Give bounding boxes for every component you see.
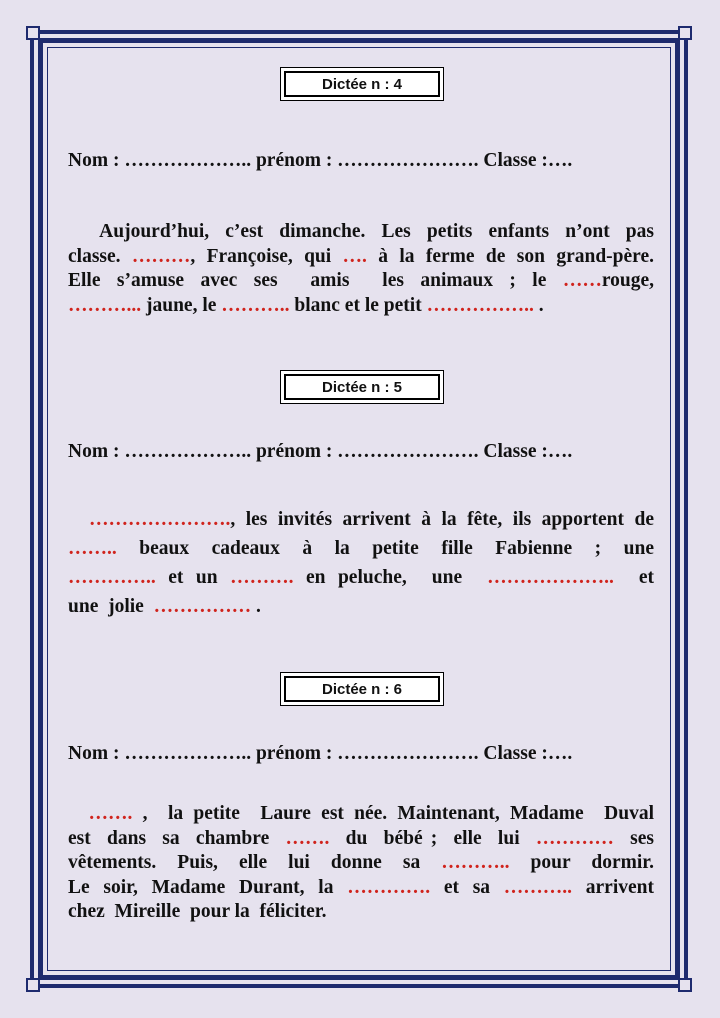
dictation-title-box (280, 67, 444, 101)
blank-dots: ………….. (68, 567, 156, 588)
dictation-title-box (280, 370, 444, 404)
dictation-title: Dictée n : 6 (284, 676, 440, 702)
dictation-text (68, 220, 654, 318)
blank-dots: ………... (68, 294, 142, 316)
dictation-6 (68, 672, 654, 922)
text-segment: Elle s’amuse avec ses amis les animaux ; le (68, 270, 563, 291)
text-segment: . (251, 596, 261, 617)
text-segment: et un (155, 567, 231, 588)
blank-dots: ……… (131, 245, 191, 267)
text-segment: et sa (430, 876, 504, 898)
blank-dots: ………… (535, 827, 614, 849)
text-segment: est dans sa chambre (68, 827, 286, 849)
frame-corner (26, 978, 40, 992)
frame-corner (26, 26, 40, 40)
text-segment: ses (613, 827, 654, 849)
text-line (68, 876, 654, 901)
blank-dots: ………. (230, 567, 294, 588)
name-class-line: Nom : ……………….. prénom : …………………. Classe :…. (68, 743, 573, 764)
text-segment: blanc et le petit (289, 294, 427, 316)
text-line (68, 220, 654, 245)
blank-dots: …………… (153, 596, 252, 617)
text-segment (68, 509, 89, 530)
blank-dots: …………. (347, 876, 431, 898)
dictation-text (68, 505, 654, 621)
dictation-title: Dictée n : 5 (284, 374, 440, 400)
text-segment: beaux cadeaux à la petite fille Fabienne ; une (116, 538, 654, 559)
text-line (68, 827, 654, 852)
dictation-title: Dictée n : 4 (284, 71, 440, 97)
blank-dots: …….. (68, 538, 117, 559)
text-line (68, 592, 654, 621)
blank-dots: ……….. (503, 876, 573, 898)
text-segment: chez Mireille pour la féliciter. (68, 901, 327, 922)
name-class-line: Nom : ……………….. prénom : …………………. Classe :…. (68, 441, 573, 462)
text-segment: à la ferme de son grand-père. (366, 245, 654, 267)
text-segment: Le soir, Madame Durant, la (68, 876, 348, 898)
text-segment: et (613, 567, 655, 588)
text-line (68, 851, 654, 876)
frame-corner (678, 26, 692, 40)
text-segment: une jolie (68, 596, 154, 617)
text-segment: , les invités arrivent à la fête, ils apportent de (230, 509, 655, 530)
dictation-title-box (280, 672, 444, 706)
text-line (68, 269, 654, 294)
blank-dots: …………….. (426, 294, 534, 316)
text-segment (68, 803, 88, 824)
dictation-4 (68, 67, 654, 316)
blank-dots: ……….. (221, 294, 290, 316)
frame-corner (678, 978, 692, 992)
blank-dots: ……. (88, 803, 133, 824)
text-line (68, 505, 654, 534)
text-segment: vêtements. Puis, elle lui donne sa (68, 852, 442, 873)
text-segment: Aujourd’hui, c’est dimanche. Les petits enfants n’ont pas (68, 221, 654, 242)
dictation-text (68, 802, 654, 925)
text-segment: classe. (68, 245, 132, 267)
text-line (68, 563, 654, 592)
text-line (68, 294, 654, 319)
dictation-5 (68, 370, 655, 617)
text-segment: . (533, 294, 544, 316)
blank-dots: ……………….. (487, 567, 614, 588)
text-line (68, 900, 654, 925)
name-class-line: Nom : ……………….. prénom : …………………. Classe :…. (68, 150, 573, 171)
text-segment: jaune, le (141, 294, 222, 316)
blank-dots: …. (342, 245, 367, 267)
blank-dots: …………………. (88, 509, 231, 530)
text-segment: , Françoise, qui (190, 245, 343, 267)
blank-dots: …… (562, 270, 602, 291)
text-line (68, 245, 654, 270)
blank-dots: ……. (285, 827, 330, 849)
text-segment: en peluche, une (293, 567, 488, 588)
text-segment: pour dormir. (509, 852, 654, 873)
text-segment: arrivent (572, 876, 654, 898)
text-segment: du bébé ; elle lui (329, 827, 536, 849)
text-line (68, 534, 654, 563)
text-line (68, 802, 654, 827)
text-segment: , la petite Laure est née. Maintenant, Madame Duval (132, 803, 654, 824)
blank-dots: ……….. (441, 852, 510, 873)
text-segment: rouge, (601, 270, 654, 291)
